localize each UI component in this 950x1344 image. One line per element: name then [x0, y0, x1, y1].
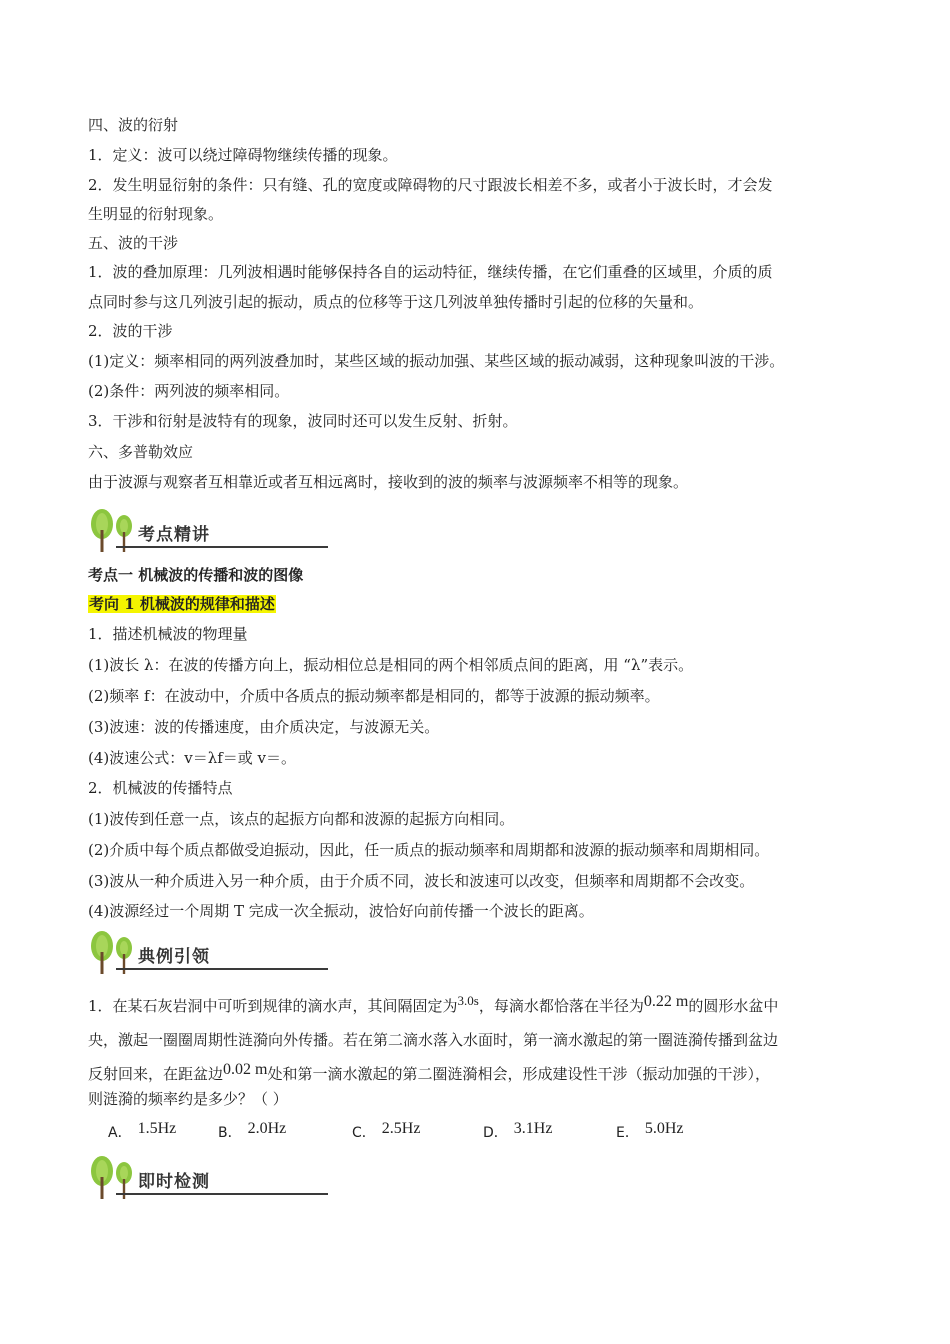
banner-example	[88, 930, 238, 976]
question-text: ，每滴水都恰落在半径为	[478, 997, 644, 1015]
paragraph: 3．干涉和衍射是波特有的现象，波同时还可以发生反射、折射。	[88, 412, 518, 430]
option-value: 1.5Hz	[137, 1120, 177, 1137]
paragraph: 由于波源与观察者互相靠近或者互相远离时，接收到的波的频率与波源频率不相等的现象。	[88, 473, 689, 491]
banner-underline	[116, 546, 328, 548]
question-line	[88, 1061, 770, 1085]
paragraph: (1)定义：频率相同的两列波叠加时，某些区域的振动加强、某些区域的振动减弱，这种现象叫波的干涉。	[88, 352, 785, 370]
question-text: 处和第一滴水激起的第二圈涟漪相会，形成建设性干涉（振动加强的干涉），	[267, 1065, 770, 1083]
topic-title: 考点一 机械波的传播和波的图像	[88, 566, 304, 584]
option-d[interactable]	[483, 1118, 553, 1141]
banner-title: 考点精讲	[138, 525, 210, 545]
paragraph: (2)条件：两列波的频率相同。	[88, 382, 290, 400]
option-value: 2.0Hz	[247, 1120, 287, 1137]
question-text: 1．在某石灰岩洞中可听到规律的滴水声，其间隔固定为	[88, 997, 458, 1015]
question-text: 反射回来，在距盆边	[88, 1065, 224, 1083]
section-heading-diffraction: 四、波的衍射	[88, 116, 179, 134]
option-a[interactable]	[108, 1118, 177, 1141]
question-line	[88, 993, 779, 1017]
paragraph: 点同时参与这几列波引起的振动，质点的位移等于这几列波单独传播时引起的位移的矢量和。	[88, 293, 704, 311]
paragraph: 生明显的衍射现象。	[88, 205, 224, 223]
paragraph: (2)介质中每个质点都做受迫振动，因此，任一质点的振动频率和周期都和波源的振动频率和周期相同。	[88, 841, 770, 859]
paragraph: (1)波传到任意一点，该点的起振方向都和波源的起振方向相同。	[88, 810, 515, 828]
option-label: D．	[483, 1125, 508, 1141]
question-line: 央，激起一圈圈周期性涟漪向外传播。若在第二滴水落入水面时，第一滴水激起的第一圈涟漪传播到盆边	[88, 1031, 779, 1049]
option-e[interactable]	[616, 1118, 684, 1141]
banner-quick-check	[88, 1155, 238, 1201]
paragraph: (4)波源经过一个周期 T 完成一次全振动，波恰好向前传播一个波长的距离。	[88, 902, 594, 920]
question-text: 的圆形水盆中	[688, 997, 779, 1015]
option-label: E．	[616, 1125, 639, 1141]
paragraph: 2．机械波的传播特点	[88, 779, 233, 797]
paragraph: 2．波的干涉	[88, 322, 173, 340]
option-value: 5.0Hz	[644, 1120, 684, 1137]
banner-underline	[116, 1193, 328, 1195]
formula-time: 3.0s	[457, 993, 479, 1008]
formula-radius: 0.22 m	[643, 993, 689, 1010]
paragraph: 2．发生明显衍射的条件：只有缝、孔的宽度或障碍物的尺寸跟波长相差不多，或者小于波长时，才会发	[88, 176, 773, 194]
formula-distance: 0.02 m	[223, 1061, 268, 1078]
section-heading-doppler: 六、多普勒效应	[88, 443, 194, 461]
banner-title: 典例引领	[138, 947, 210, 967]
section-heading-interference: 五、波的干涉	[88, 234, 179, 252]
paragraph: 1．定义：波可以绕过障碍物继续传播的现象。	[88, 146, 398, 164]
topic-subtitle	[88, 594, 276, 614]
paragraph: (2)频率 f：在波动中，介质中各质点的振动频率都是相同的，都等于波源的振动频率。	[88, 687, 660, 705]
banner-key-points	[88, 508, 238, 554]
banner-underline	[116, 968, 328, 970]
option-value: 3.1Hz	[513, 1120, 553, 1137]
paragraph: (3)波从一种介质进入另一种介质，由于介质不同，波长和波速可以改变，但频率和周期都不会改变。	[88, 872, 755, 890]
question-line: 则涟漪的频率约是多少？（ ）	[88, 1090, 288, 1108]
highlighted-subtitle: 考向 1 机械波的规律和描述	[89, 595, 275, 613]
option-value: 2.5Hz	[381, 1120, 421, 1137]
paragraph: (1)波长 λ：在波的传播方向上，振动相位总是相同的两个相邻质点间的距离，用 “λ”表示。	[88, 656, 694, 674]
option-b[interactable]	[218, 1118, 287, 1141]
paragraph: 1．波的叠加原理：几列波相遇时能够保持各自的运动特征，继续传播，在它们重叠的区域里，介质的质	[88, 263, 773, 281]
option-label: C．	[352, 1125, 376, 1141]
paragraph: 1．描述机械波的物理量	[88, 625, 248, 643]
option-label: A．	[108, 1125, 132, 1141]
option-c[interactable]	[352, 1118, 421, 1141]
paragraph: (4)波速公式：v＝λf＝或 v＝。	[88, 749, 297, 767]
option-label: B．	[218, 1125, 242, 1141]
banner-title: 即时检测	[138, 1172, 210, 1192]
paragraph: (3)波速：波的传播速度，由介质决定，与波源无关。	[88, 718, 440, 736]
